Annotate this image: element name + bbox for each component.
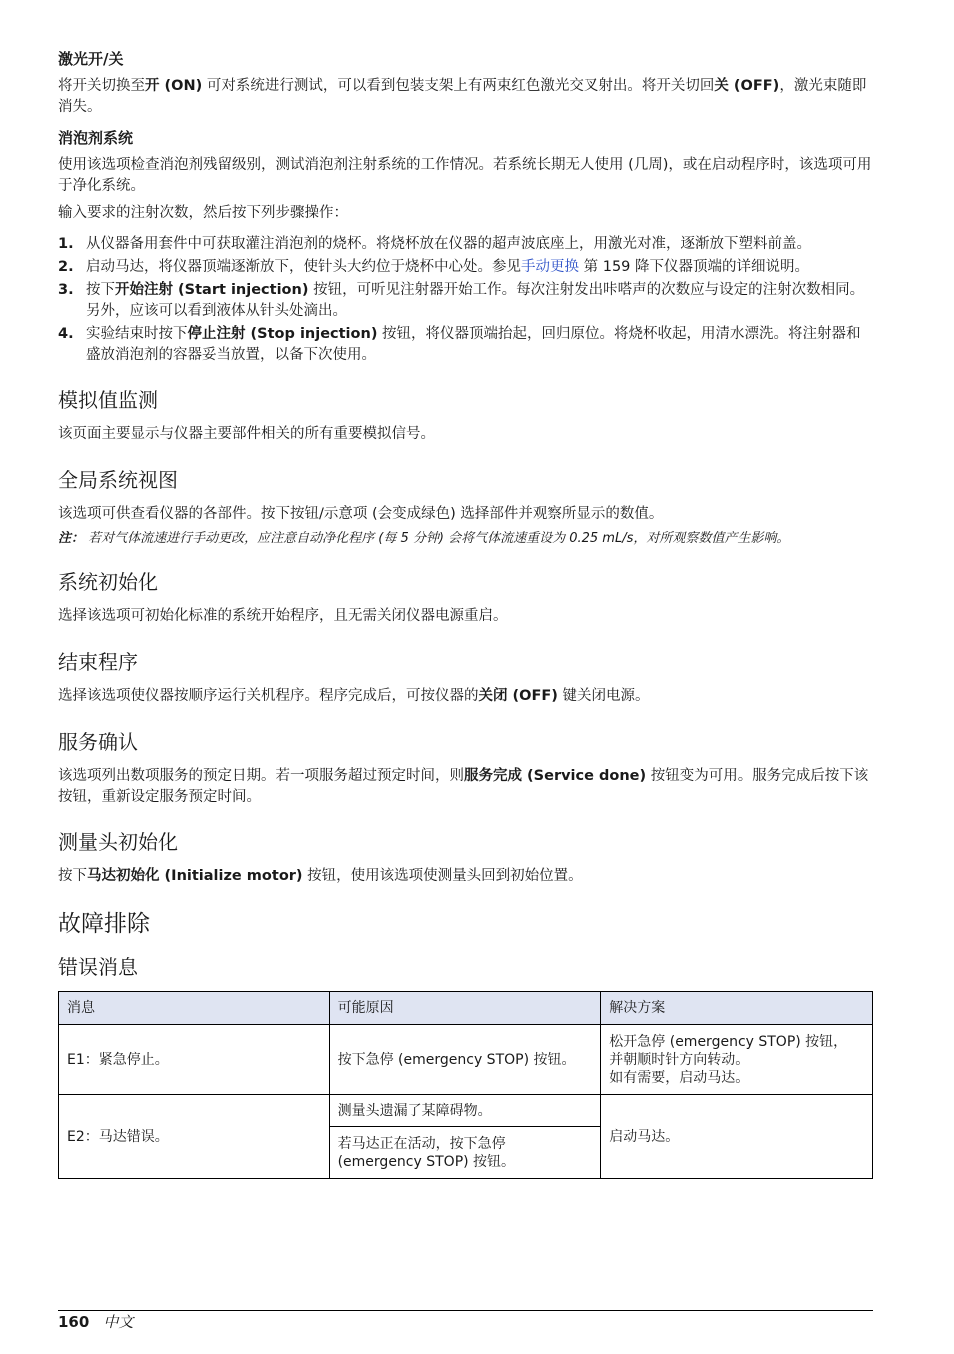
e1-solution: 松开急停 (emergency STOP) 按钮， 并朝顺时针方向转动。 如有需要，启动马达。	[601, 1025, 873, 1095]
e2-message: E2：马达错误。	[59, 1095, 330, 1179]
end-paragraph: 选择该选项使仪器按顺序运行关机程序。程序完成后，可按仪器的关闭 (OFF) 键关闭电源。	[58, 688, 650, 704]
step-1: 1. 从仪器备用套件中可获取灌注消泡剂的烧杯。将烧杯放在仪器的超声波底座上，用激光对准，逐渐放下塑料前盖。	[58, 236, 811, 252]
step-2: 2. 启动马达，将仪器顶端逐渐放下，使针头大约位于烧杯中心处。参见手动更换 第 159 降下仪器顶端的详细说明。	[58, 259, 810, 275]
table-row	[59, 1025, 873, 1095]
laser-heading: 激光开/关	[58, 50, 124, 68]
troubleshoot-heading: 故障排除	[58, 911, 150, 937]
page-content	[58, 48, 873, 1179]
end-heading: 结束程序	[58, 650, 138, 674]
table-row	[59, 1095, 873, 1127]
header-cause: 可能原因	[329, 992, 601, 1025]
page-number: 160	[58, 1313, 90, 1331]
service-heading: 服务确认	[58, 730, 138, 754]
footer	[58, 1312, 133, 1332]
e1-cause: 按下急停 (emergency STOP) 按钮。	[329, 1025, 601, 1095]
global-paragraph: 该选项可供查看仪器的各部件。按下按钮/示意项 (会变成绿色) 选择部件并观察所显示的数值。	[58, 506, 664, 522]
manual-replace-link[interactable]: 手动更换	[521, 259, 579, 275]
analog-paragraph: 该页面主要显示与仪器主要部件相关的所有重要模拟信号。	[58, 426, 435, 442]
footer-divider	[58, 1310, 873, 1311]
header-message: 消息	[59, 992, 330, 1025]
defoamer-instruction: 输入要求的注射次数，然后按下列步骤操作：	[58, 205, 348, 221]
error-table	[58, 991, 873, 1179]
defoamer-paragraph: 使用该选项检查消泡剂残留级别，测试消泡剂注射系统的工作情况。若系统长期无人使用 (几周)，或在启动程序时，该选项可用于净化系统。	[58, 157, 872, 194]
init-paragraph: 选择该选项可初始化标准的系统开始程序，且无需关闭仪器电源重启。	[58, 608, 508, 624]
head-init-heading: 测量头初始化	[58, 830, 178, 854]
defoamer-steps	[58, 234, 873, 366]
footer-language: 中文	[103, 1313, 134, 1331]
step-3: 3. 按下开始注射 (Start injection) 按钮，可听见注射器开始工作。每次注射发出咔嗒声的次数应与设定的注射次数相同。另外，应该可以看到液体从针头处滴出。	[58, 282, 865, 319]
errors-heading: 错误消息	[58, 955, 138, 979]
table-header-row	[59, 992, 873, 1025]
analog-heading: 模拟值监测	[58, 388, 158, 412]
laser-paragraph: 将开关切换至开 (ON) 可对系统进行测试，可以看到包装支架上有两束红色激光交叉射出。将开关切回关 (OFF)，激光束随即消失。	[58, 78, 867, 115]
global-heading: 全局系统视图	[58, 468, 178, 492]
defoamer-heading: 消泡剂系统	[58, 129, 134, 147]
head-init-paragraph: 按下马达初始化 (Initialize motor) 按钮，使用该选项使测量头回到初始位置。	[58, 868, 583, 884]
init-heading: 系统初始化	[58, 570, 158, 594]
e2-cause-1: 测量头遗漏了某障碍物。	[329, 1095, 601, 1127]
step-4: 4. 实验结束时按下停止注射 (Stop injection) 按钮，将仪器顶端抬起，回归原位。将烧杯收起，用清水漂洗。将注射器和盛放消泡剂的容器妥当放置，以备下次使用。	[58, 326, 861, 363]
global-note: 注： 若对气体流速进行手动更改，应注意自动净化程序 (每 5 分钟) 会将气体流速重设为 0.25 mL/s，对所观察数值产生影响。	[58, 531, 790, 546]
e1-message: E1：紧急停止。	[59, 1025, 330, 1095]
e2-cause-2: 若马达正在活动，按下急停 (emergency STOP) 按钮。	[329, 1127, 601, 1179]
service-paragraph: 该选项列出数项服务的预定日期。若一项服务超过预定时间，则服务完成 (Service done) 按钮变为可用。服务完成后按下该按钮，重新设定服务预定时间。	[58, 768, 869, 805]
header-solution: 解决方案	[601, 992, 873, 1025]
e2-solution: 启动马达。	[601, 1095, 873, 1179]
